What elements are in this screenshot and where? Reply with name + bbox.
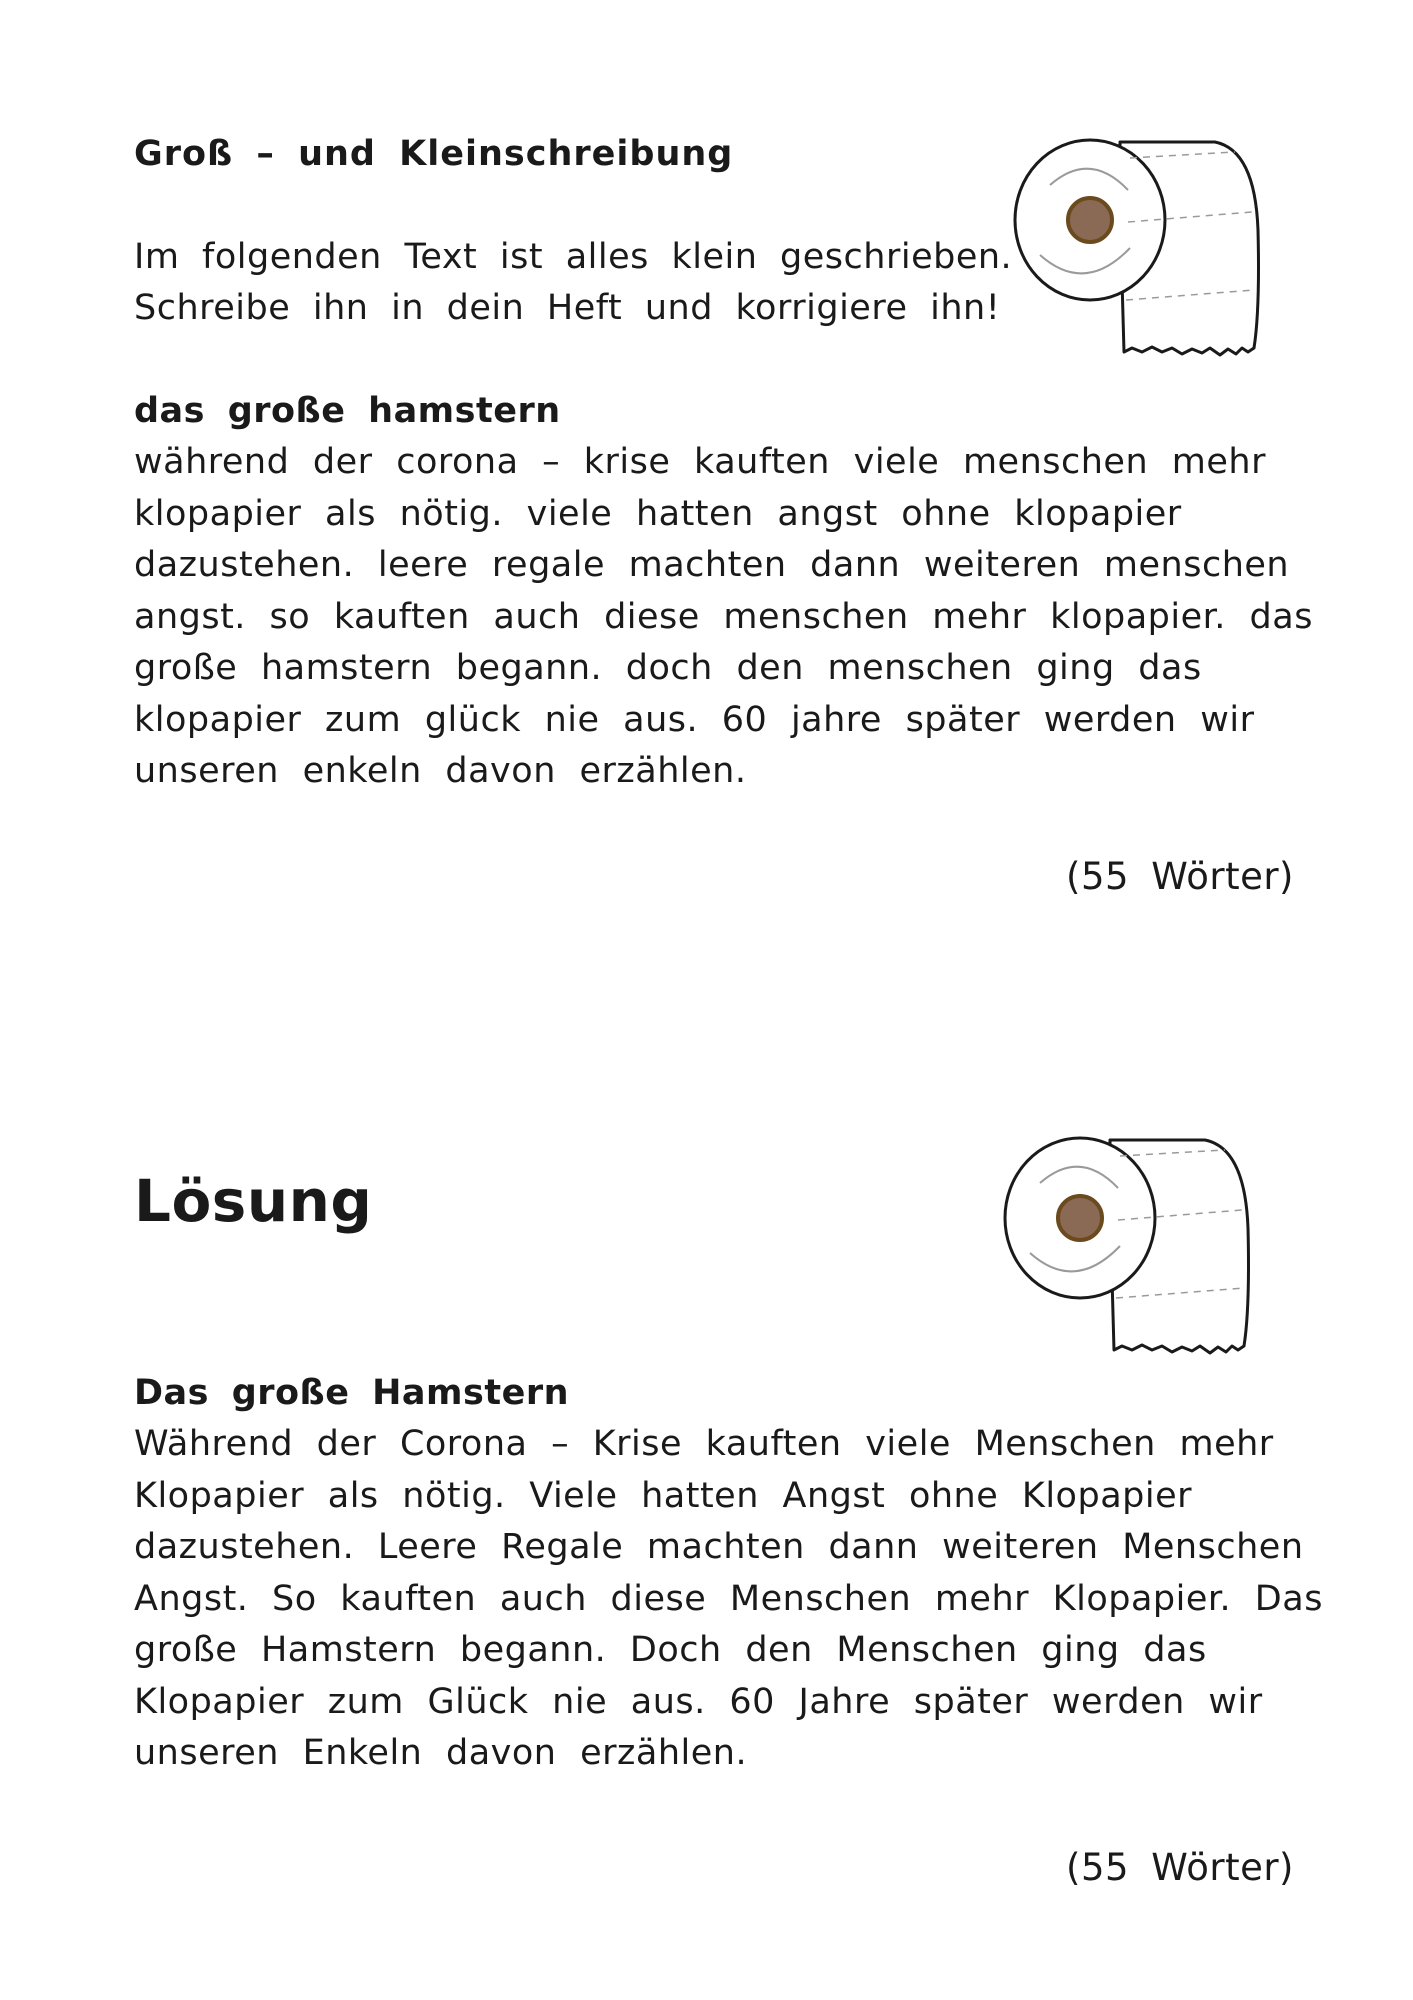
- story-line: während der corona – krise kauften viele menschen mehr: [134, 442, 1266, 482]
- toilet-paper-roll-icon: [1000, 1128, 1260, 1378]
- solution-title: Lösung: [134, 1167, 373, 1235]
- solution-story-text: [134, 1419, 1323, 1780]
- instruction-line: Im folgenden Text ist alles klein geschrieben.: [134, 237, 1013, 277]
- task-word-count: (55 Wörter): [1066, 855, 1294, 898]
- story-line: klopapier als nötig. viele hatten angst ohne klopapier: [134, 493, 1182, 534]
- story-line: Klopapier als nötig. Viele hatten Angst ohne Klopapier: [134, 1475, 1192, 1516]
- story-line: große Hamstern begann. Doch den Menschen ging das: [134, 1630, 1207, 1670]
- story-line: klopapier zum glück nie aus. 60 jahre später werden wir: [134, 699, 1255, 740]
- story-line: dazustehen. leere regale machten dann weiteren menschen: [134, 545, 1290, 585]
- story-line: Angst. So kauften auch diese Menschen mehr Klopapier. Das: [134, 1578, 1323, 1619]
- story-line: Während der Corona – Krise kauften viele Menschen mehr: [134, 1424, 1274, 1464]
- story-line: angst. so kauften auch diese menschen mehr klopapier. das: [134, 596, 1313, 637]
- task-story-text: [134, 437, 1313, 798]
- solution-story-title: Das große Hamstern: [134, 1373, 570, 1413]
- toilet-paper-roll-icon: [1010, 130, 1270, 380]
- task-instructions: [134, 232, 1014, 334]
- story-line: große hamstern begann. doch den menschen ging das: [134, 648, 1202, 688]
- story-line: unseren enkeln davon erzählen.: [134, 751, 747, 791]
- story-line: dazustehen. Leere Regale machten dann weiteren Menschen: [134, 1527, 1304, 1567]
- task-heading: Groß – und Kleinschreibung: [134, 134, 734, 174]
- solution-word-count: (55 Wörter): [1066, 1846, 1294, 1889]
- task-story-title: das große hamstern: [134, 391, 561, 431]
- story-line: Klopapier zum Glück nie aus. 60 Jahre später werden wir: [134, 1681, 1263, 1722]
- story-line: unseren Enkeln davon erzählen.: [134, 1733, 748, 1773]
- instruction-line: Schreibe ihn in dein Heft und korrigiere ihn!: [134, 288, 1001, 328]
